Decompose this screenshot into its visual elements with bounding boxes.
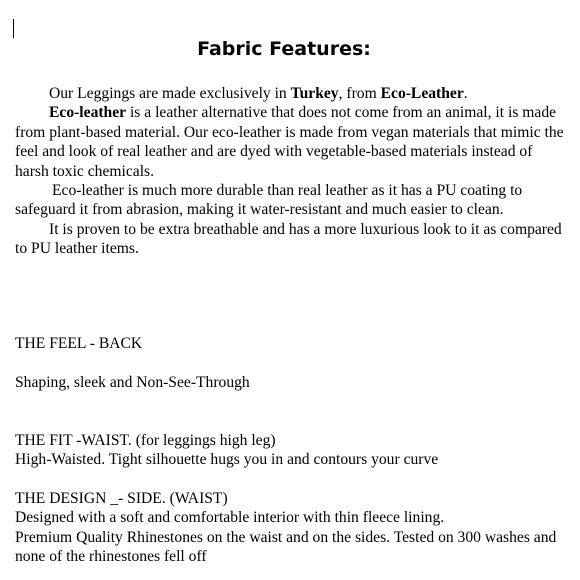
- intro-p2-text: is a leather alternative that does not come from an animal, it is made from plant-based material. Our eco-leather is made from vegan materials that mimic the feel and look of real leather and are dyed with vegetable-based materials instead of harsh toxic chemicals.: [15, 104, 564, 180]
- fit-heading: THE FIT -WAIST. (for leggings high leg): [15, 432, 276, 449]
- design-heading: THE DESIGN _- SIDE. (WAIST): [15, 490, 228, 507]
- feel-section: [15, 334, 567, 392]
- intro-p1-bold-country: Turkey: [290, 85, 339, 102]
- intro-p1-text: Our Leggings are made exclusively in: [49, 85, 291, 102]
- intro-paragraph-3: Eco-leather is much more durable than real leather as it has a PU coating to safeguard it from abrasion, making it water-resistant and much easier to clean.: [15, 182, 523, 219]
- intro-p1-end: .: [463, 85, 468, 102]
- intro-p1-mid: , from: [338, 85, 381, 102]
- page-title: Fabric Features:: [197, 38, 371, 60]
- feel-text: Shaping, sleek and Non-See-Through: [15, 373, 250, 391]
- design-section: [15, 489, 567, 567]
- intro-paragraph-1: [15, 84, 565, 103]
- intro-p2-bold: Eco-leather: [49, 104, 127, 122]
- intro-paragraph-4: It is proven to be extra breathable and has a more luxurious look to it as compared to PU leather items.: [15, 220, 562, 258]
- design-line-1: Designed with a soft and comfortable interior with thin fleece lining.: [15, 509, 445, 527]
- text-cursor: [13, 19, 14, 38]
- feel-heading: THE FEEL - BACK: [15, 335, 143, 352]
- intro-section: [15, 84, 565, 259]
- fit-text: High-Waisted. Tight silhouette hugs you in and contours your curve: [15, 451, 439, 469]
- design-line-2: Premium Quality Rhinestones on the waist and on the sides. Tested on 300 washes and none of the rhinestones fell off: [15, 528, 557, 566]
- intro-p1-bold-material: Eco-Leather: [380, 85, 464, 102]
- fit-section: [15, 431, 567, 470]
- intro-paragraph-2: [15, 103, 565, 181]
